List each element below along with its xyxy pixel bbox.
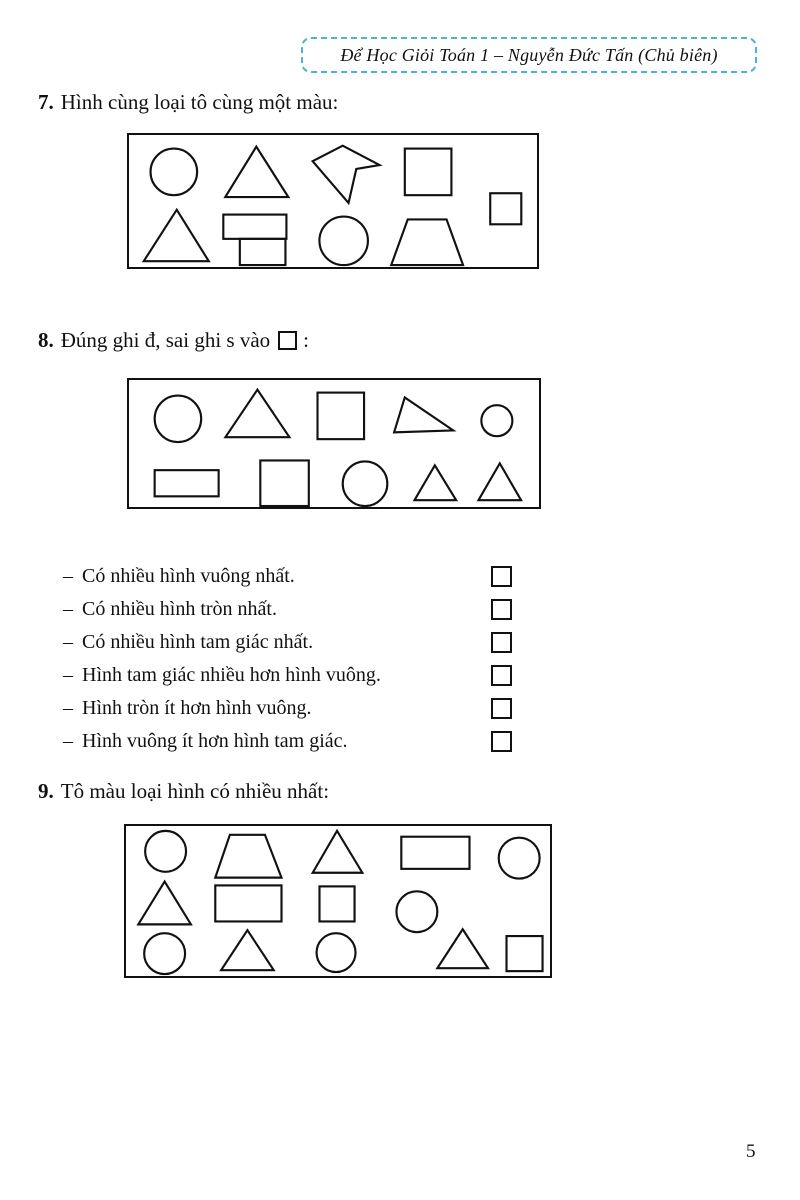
triangle-shape [221,930,274,970]
circle-shape [155,396,202,443]
rectangle-shape [223,215,286,239]
answer-checkbox-3[interactable] [491,632,512,653]
statement-dash: – [63,697,73,719]
statement-row-4 [63,659,512,692]
answer-checkbox-1[interactable] [491,566,512,587]
problem-9-title [38,779,329,804]
problem-9-text: Tô màu loại hình có nhiều nhất: [60,779,330,803]
small-triangle-shape [478,463,521,500]
circle-shape [144,933,185,974]
problem-9-number: 9. [38,779,54,803]
problem-8-colon: : [303,328,309,352]
rectangle-shape [240,239,286,265]
statement-text-1: Có nhiều hình vuông nhất. [82,565,295,587]
circle-shape [343,461,388,506]
page-number: 5 [746,1141,756,1162]
statement-row-2 [63,593,512,626]
rectangle-shape [215,885,281,921]
circle-shape [151,149,198,196]
problem-9-shapes-box [124,824,552,978]
circle-shape [396,891,437,932]
problem-7-shapes-box [127,133,539,269]
triangle-shape [437,929,488,968]
answer-checkbox-4[interactable] [491,665,512,686]
statement-row-5 [63,692,512,725]
rectangle-shape [401,837,469,869]
circle-shape [499,838,540,879]
problem-8-shapes-box [127,378,541,509]
circle-shape [145,831,186,872]
triangle-shape [225,390,289,438]
statement-text-2: Có nhiều hình tròn nhất. [82,598,277,620]
statement-text-4: Hình tam giác nhiều hơn hình vuông. [82,664,381,686]
statement-dash: – [63,631,73,653]
trapezoid-shape [391,219,463,265]
square-shape [318,393,365,440]
triangle-shape [313,831,363,873]
problem-7-number: 7. [38,90,54,114]
answer-checkbox-6[interactable] [491,731,512,752]
rectangle-shape [155,470,219,496]
problem-8-statements [63,560,512,758]
statement-dash: – [63,598,73,620]
statement-row-6 [63,725,512,758]
concave-polygon-shape [313,146,380,203]
answer-checkbox-2[interactable] [491,599,512,620]
problem-7-title [38,90,338,115]
statement-text-5: Hình tròn ít hơn hình vuông. [82,697,312,719]
problem-7-text: Hình cùng loại tô cùng một màu: [60,90,339,114]
trapezoid-shape [215,835,281,878]
small-circle-shape [481,405,512,436]
answer-checkbox-5[interactable] [491,698,512,719]
statement-text-3: Có nhiều hình tam giác nhất. [82,631,314,653]
small-square-shape [490,193,521,224]
book-title: Để Học Giỏi Toán 1 – Nguyễn Đức Tấn (Chủ biên) [340,44,718,65]
circle-shape [319,217,368,266]
square-shape [260,460,308,506]
problem-8-title [38,328,309,353]
triangle-shape [144,210,209,261]
statement-row-3 [63,626,512,659]
square-shape [405,149,452,196]
square-shape [507,936,543,971]
statement-dash: – [63,730,73,752]
inline-answer-square-icon [278,331,297,350]
circle-shape [317,933,356,972]
problem-8-number: 8. [38,328,54,352]
statement-dash: – [63,565,73,587]
book-title-banner [301,37,757,73]
statement-dash: – [63,664,73,686]
statement-text-6: Hình vuông ít hơn hình tam giác. [82,730,348,752]
triangle-shape [138,882,191,925]
scalene-triangle-shape [394,397,453,432]
problem-8-text: Đúng ghi đ, sai ghi s vào [60,328,271,352]
statement-row-1 [63,560,512,593]
triangle-shape [225,147,288,197]
square-shape [319,886,354,921]
small-triangle-shape [414,465,456,500]
